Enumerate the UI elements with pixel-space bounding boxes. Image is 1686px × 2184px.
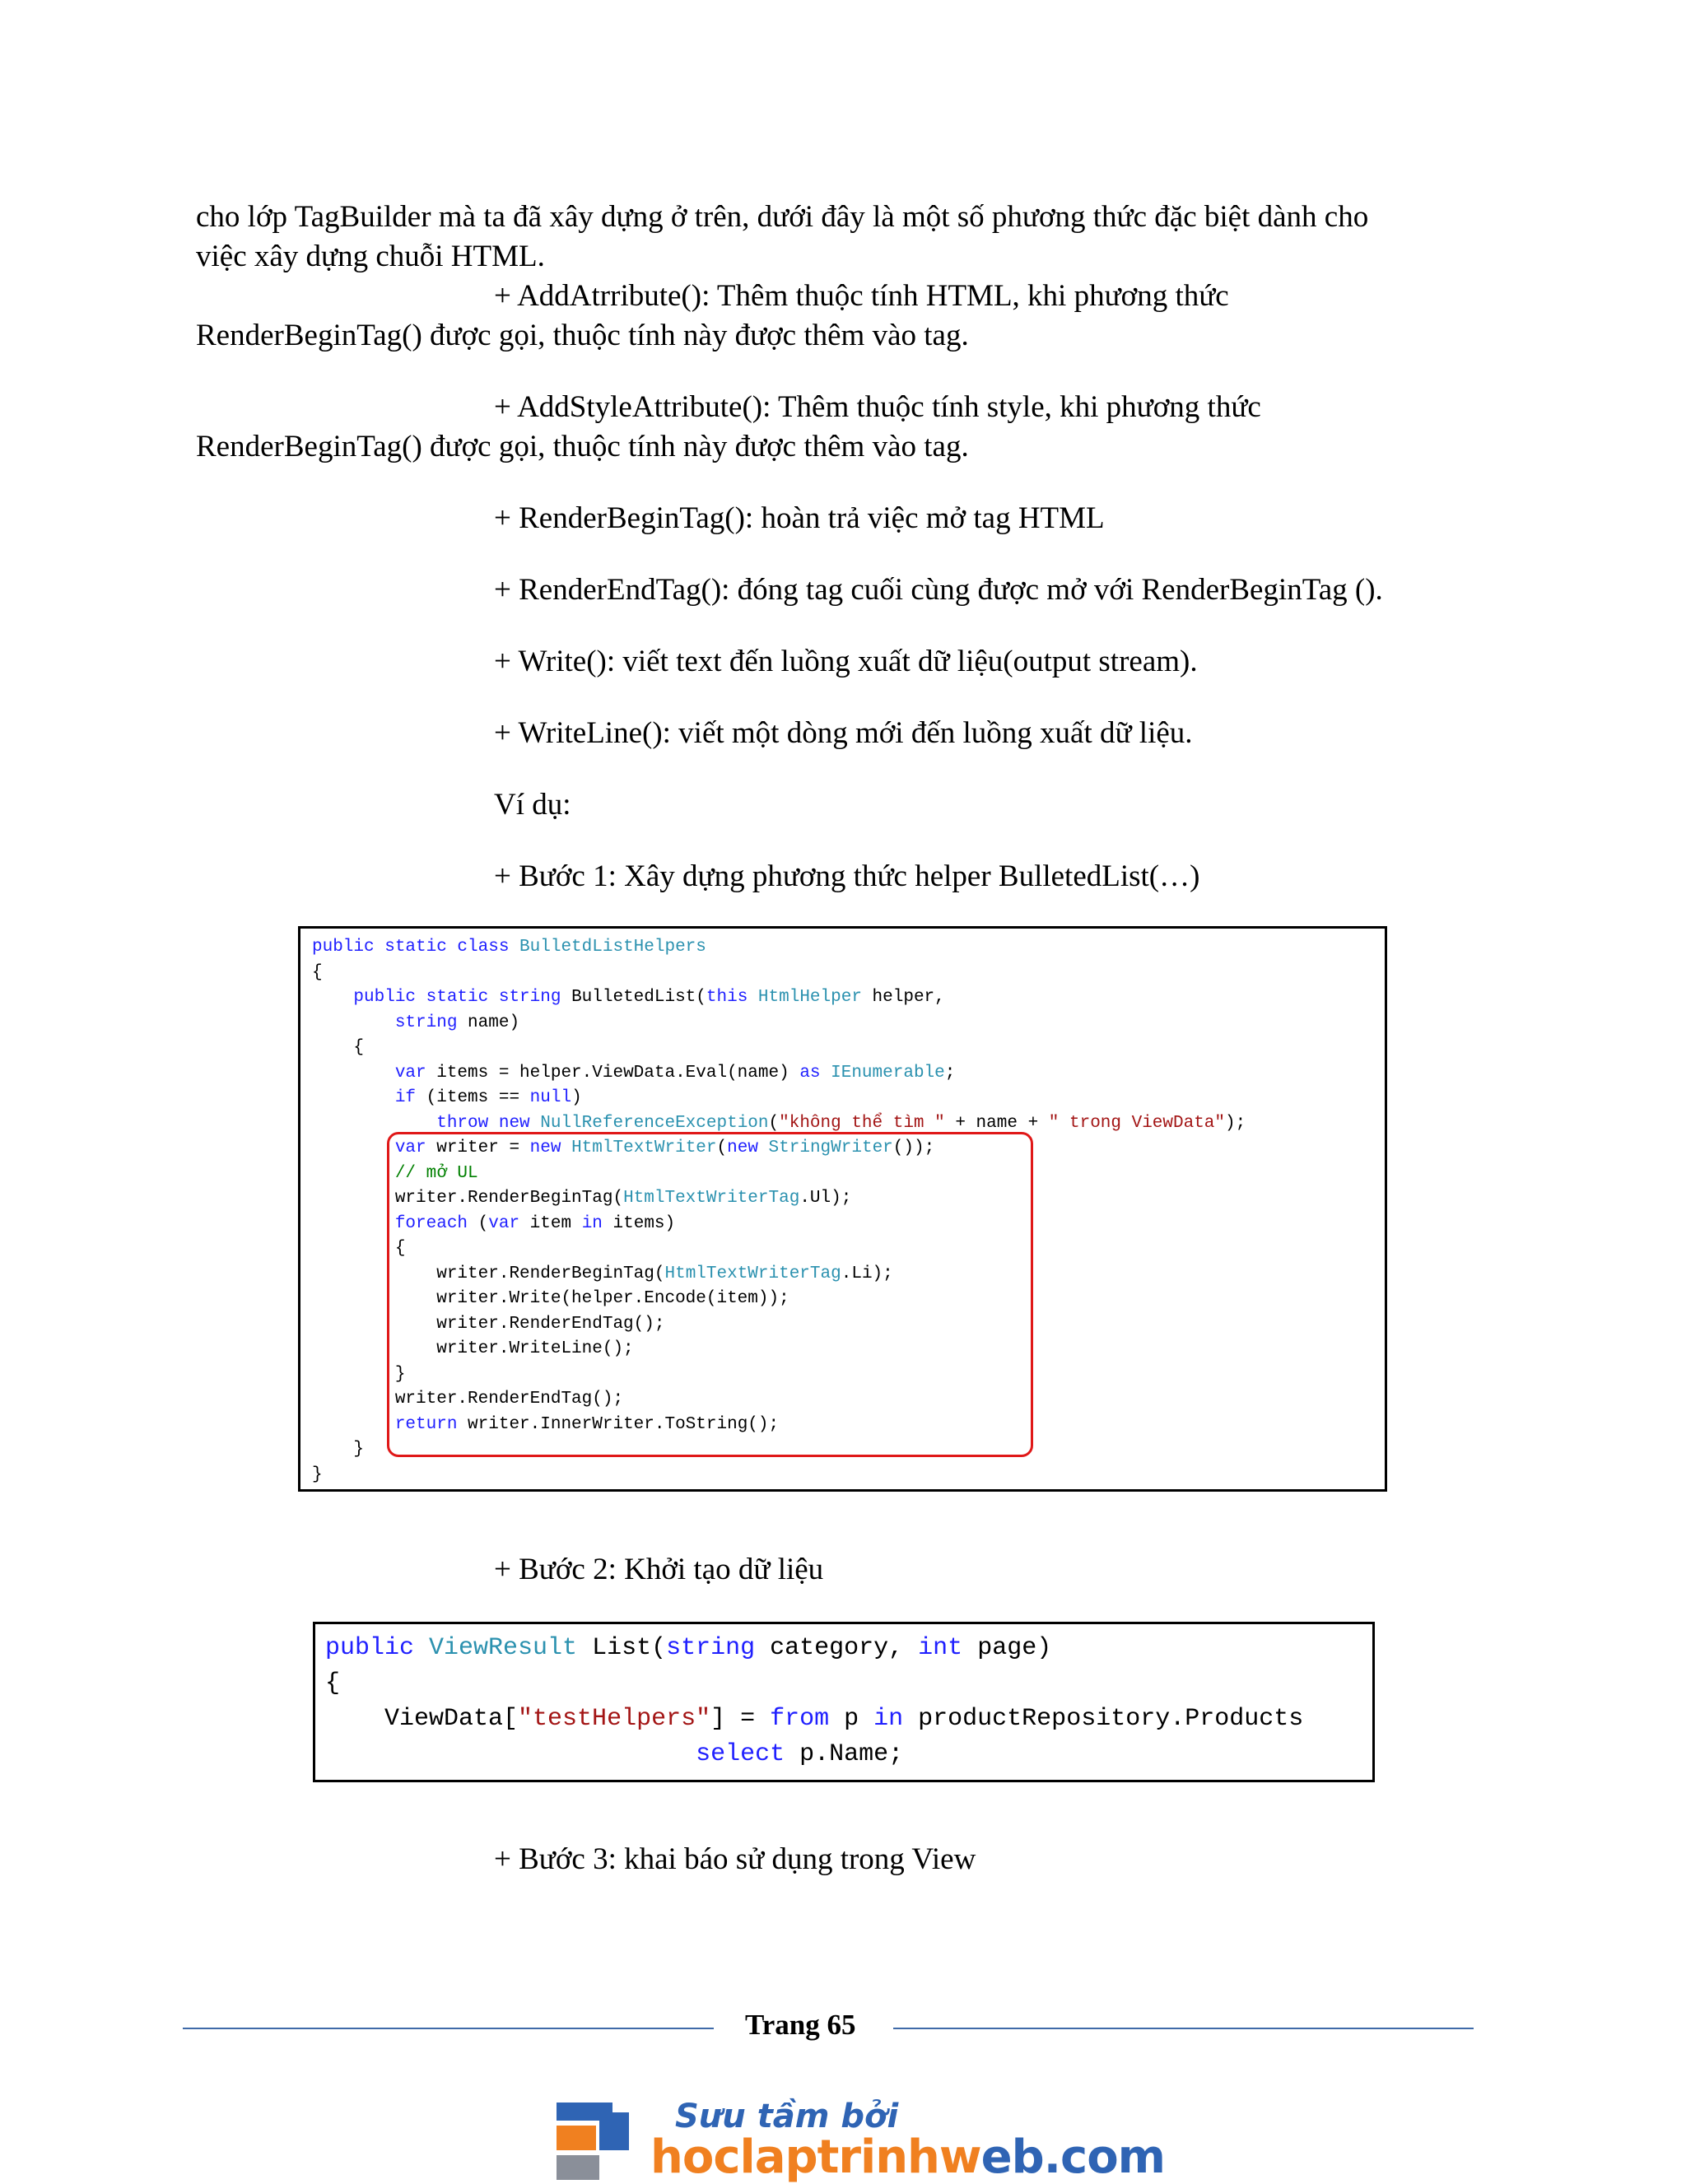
code-line: { <box>312 962 323 982</box>
code-line: select p.Name; <box>325 1740 904 1768</box>
code-line: public static string BulletedList(this HtmlHelper helper, <box>312 988 945 1007</box>
code-line: public ViewResult List(string category, int page) <box>325 1634 1052 1662</box>
write-item: + Write(): viết text đến luồng xuất dữ liệu(output stream). <box>494 645 1198 678</box>
highlight-box <box>387 1132 1033 1457</box>
code-line: if (items == null) <box>312 1088 582 1107</box>
code-line: public static class BulletdListHelpers <box>312 938 706 957</box>
add-attribute-line-2: RenderBeginTag() được gọi, thuộc tính này được thêm vào tag. <box>196 319 969 352</box>
code-line: writer.WriteLine(); <box>312 1339 634 1358</box>
code-line: return writer.InnerWriter.ToString(); <box>312 1414 780 1434</box>
code-line: foreach (var item in items) <box>312 1213 676 1233</box>
code-line: throw new NullReferenceException("không thể tìm " + name + " trong ViewData"); <box>312 1113 1246 1133</box>
step-3-label: + Bước 3: khai báo sử dụng trong View <box>494 1842 976 1876</box>
footer-divider-right <box>893 2028 1474 2029</box>
code-line: writer.RenderBeginTag(HtmlTextWriterTag.Li); <box>312 1264 893 1283</box>
code-line: // mở UL <box>312 1163 478 1183</box>
code-line: { <box>312 1038 365 1057</box>
step-1-label: + Bước 1: Xây dựng phương thức helper BulletedList(…) <box>494 859 1200 893</box>
render-begin-tag-item: + RenderBeginTag(): hoàn trả việc mở tag HTML <box>494 501 1105 535</box>
footer-divider-left <box>183 2028 714 2029</box>
code-line: { <box>312 1239 406 1258</box>
code-block-2 <box>325 1631 1303 1772</box>
intro-line-2: việc xây dựng chuỗi HTML. <box>196 240 545 273</box>
site-logo-icon <box>553 2101 636 2182</box>
code-line: writer.Write(helper.Encode(item)); <box>312 1289 789 1308</box>
code-screenshot-view-result <box>313 1622 1375 1782</box>
add-attribute-line-1: + AddAtrribute(): Thêm thuộc tính HTML, khi phương thức <box>494 279 1229 313</box>
step-2-label: + Bước 2: Khởi tạo dữ liệu <box>494 1553 824 1586</box>
logo-tagline: Sưu tầm bởi <box>675 2098 899 2135</box>
code-line: { <box>325 1669 341 1697</box>
example-label: Ví dụ: <box>494 788 571 822</box>
code-line: writer.RenderEndTag(); <box>312 1314 665 1334</box>
code-line: } <box>312 1364 406 1384</box>
code-line: var items = helper.ViewData.Eval(name) as IEnumerable; <box>312 1063 956 1083</box>
writeline-item: + WriteLine(): viết một dòng mới đến luồng xuất dữ liệu. <box>494 716 1193 750</box>
logo-site-name: hoclaptrinhweb.com <box>650 2130 1166 2184</box>
add-style-line-2: RenderBeginTag() được gọi, thuộc tính này được thêm vào tag. <box>196 430 969 463</box>
code-line: ViewData["testHelpers"] = from p in productRepository.Products <box>325 1705 1304 1733</box>
code-line: var writer = new HtmlTextWriter(new StringWriter()); <box>312 1139 935 1157</box>
page-number: Trang 65 <box>745 2009 856 2041</box>
code-line: } <box>312 1465 323 1484</box>
code-line: string name) <box>312 1013 520 1032</box>
code-line: writer.RenderEndTag(); <box>312 1390 624 1409</box>
code-line: } <box>312 1440 365 1459</box>
code-line: writer.RenderBeginTag(HtmlTextWriterTag.Ul); <box>312 1189 852 1208</box>
intro-line-1: cho lớp TagBuilder mà ta đã xây dựng ở trên, dưới đây là một số phương thức đặc biệt dành cho <box>196 200 1369 234</box>
add-style-line-1: + AddStyleAttribute(): Thêm thuộc tính style, khi phương thức <box>494 390 1261 424</box>
render-end-tag-item: + RenderEndTag(): đóng tag cuối cùng được mở với RenderBeginTag (). <box>494 573 1383 607</box>
